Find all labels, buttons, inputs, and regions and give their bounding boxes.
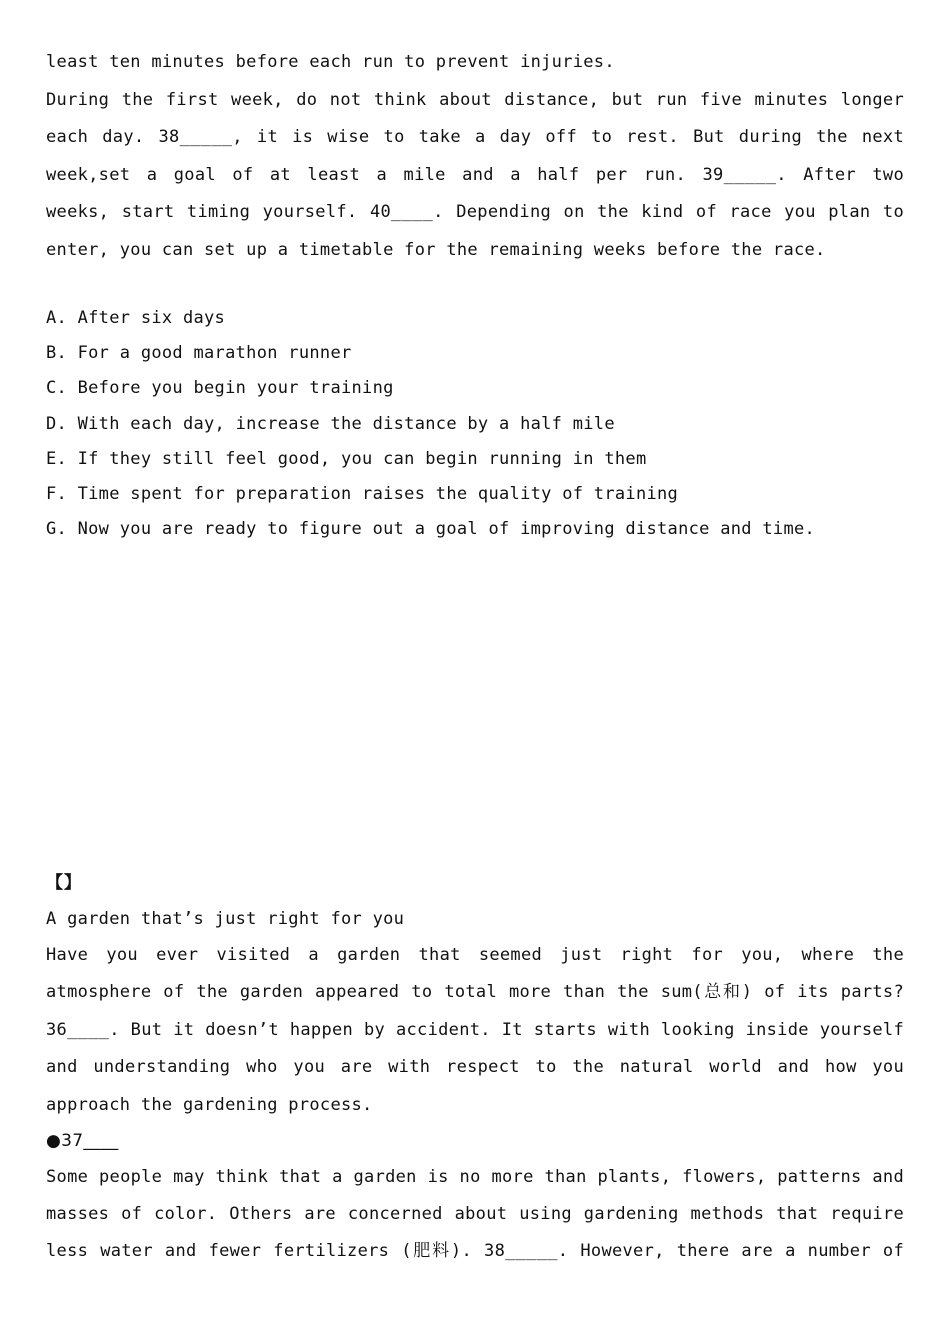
option-f: F. Time spent for preparation raises the quality of training bbox=[46, 483, 679, 504]
text-line: 36____. But it doesn’t happen by accident. It starts with looking inside yourself bbox=[46, 1019, 904, 1040]
text-line: enter, you can set up a timetable for the remaining weeks before the race. bbox=[46, 239, 826, 260]
text-line: atmosphere of the garden appeared to total more than the sum(总和) of its parts? bbox=[46, 982, 904, 1003]
answer-options bbox=[46, 305, 904, 551]
text-line: During the first week, do not think about distance, but run five minutes longer bbox=[46, 89, 904, 110]
text-line: least ten minutes before each run to prevent injuries. bbox=[46, 52, 615, 72]
text-line: Some people may think that a garden is no more than plants, flowers, patterns and bbox=[46, 1166, 904, 1187]
passage-running bbox=[46, 49, 904, 274]
text-line: week,set a goal of at least a mile and a half per run. 39_____. After two bbox=[46, 164, 904, 185]
text-line: masses of color. Others are concerned about using gardening methods that require bbox=[46, 1203, 904, 1224]
blank-item: ●37____ bbox=[46, 1130, 119, 1151]
option-d: D. With each day, increase the distance by a half mile bbox=[46, 413, 615, 434]
option-e: E. If they still feel good, you can begin running in them bbox=[46, 448, 647, 469]
text-line: each day. 38_____, it is wise to take a day off to rest. But during the next bbox=[46, 127, 904, 147]
text-line: weeks, start timing yourself. 40____. Depending on the kind of race you plan to bbox=[46, 202, 904, 222]
passage-garden bbox=[46, 870, 904, 1276]
text-line: less water and fewer fertilizers (肥料). 38_____. However, there are a number of bbox=[46, 1241, 904, 1262]
text-line: and understanding who you are with respect to the natural world and how you bbox=[46, 1057, 904, 1078]
option-a: A. After six days bbox=[46, 308, 226, 328]
text-line: approach the gardening process. bbox=[46, 1094, 373, 1115]
option-c: C. Before you begin your training bbox=[46, 378, 394, 399]
text-line: Have you ever visited a garden that seemed just right for you, where the bbox=[46, 945, 904, 965]
option-b: B. For a good marathon runner bbox=[46, 343, 352, 364]
passage-title: A garden that’s just right for you bbox=[46, 909, 405, 929]
option-g: G. Now you are ready to figure out a goal of improving distance and time. bbox=[46, 519, 816, 540]
section-bracket: 【】 bbox=[46, 873, 82, 893]
